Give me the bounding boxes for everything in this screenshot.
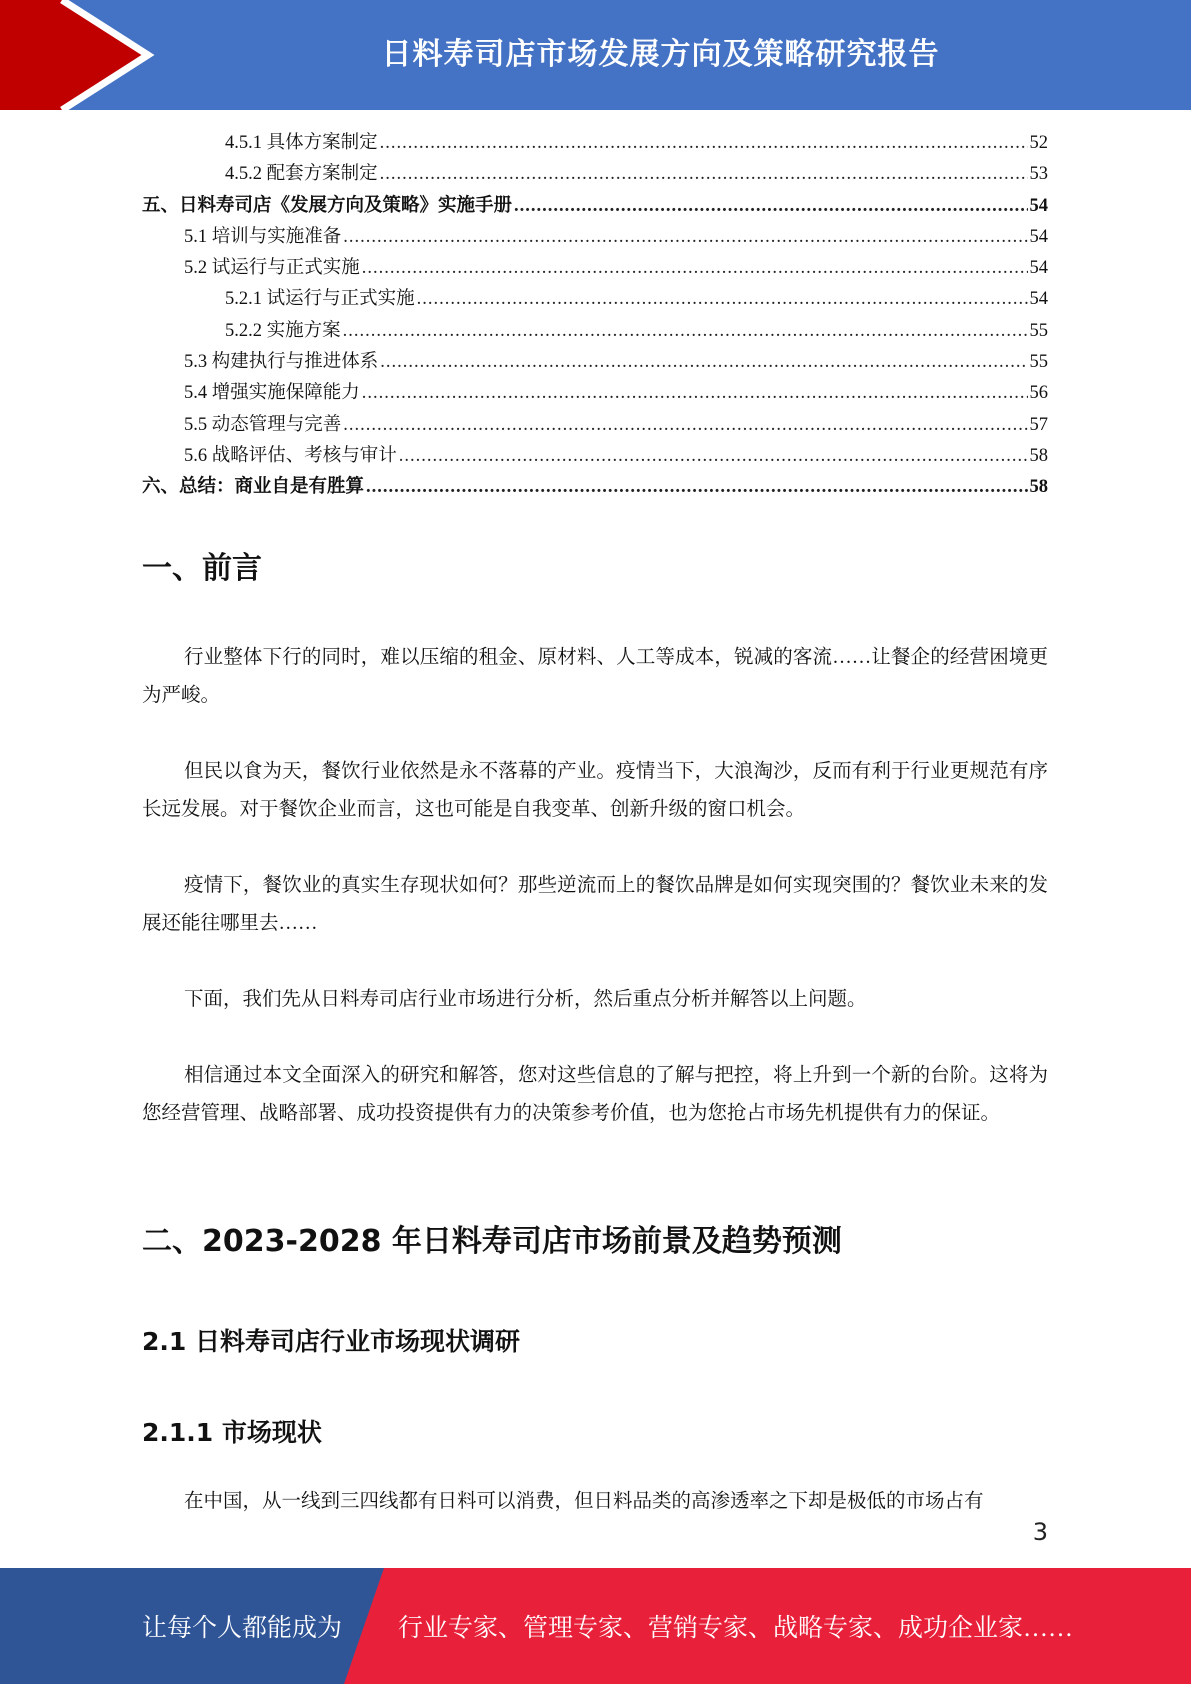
toc-entry[interactable] <box>142 410 1048 441</box>
paragraph: 下面，我们先从日料寿司店行业市场进行分析，然后重点分析并解答以上问题。 <box>184 989 867 1010</box>
toc-entry-page: 54 <box>1029 258 1048 279</box>
toc-entry-page: 58 <box>1029 445 1048 466</box>
toc-leader-dots <box>399 446 1028 467</box>
toc-entry-page: 54 <box>1029 289 1048 310</box>
paragraph: 但民以食为天，餐饮行业依然是永不落幕的产业。疫情当下，大浪淘沙，反而有利于行业更规范有序长远发展。对于餐饮企业而言，这也可能是自我变革、创新升级的窗口机会。 <box>142 761 1048 820</box>
toc-entry-label: 4.5.1 具体方案制定 <box>225 133 378 153</box>
toc-entry-label: 5.3 构建执行与推进体系 <box>184 352 379 373</box>
toc-leader-dots <box>380 164 1028 185</box>
paragraph: 相信通过本文全面深入的研究和解答，您对这些信息的了解与把控，将上升到一个新的台阶。这将为您经营管理、战略部署、成功投资提供有力的决策参考价值，也为您抢占市场先机提供有力的保证。 <box>142 1065 1048 1124</box>
toc-leader-dots <box>380 133 1028 154</box>
toc-leader-dots <box>343 415 1027 436</box>
toc-entry[interactable] <box>142 159 1048 190</box>
section-heading-forecast: 二、2023-2028 年日料寿司店市场前景及趋势预测 <box>142 1224 842 1259</box>
toc-entry-page: 53 <box>1029 164 1048 185</box>
paragraph: 行业整体下行的同时，难以压缩的租金、原材料、人工等成本，锐减的客流……让餐企的经营困境更为严峻。 <box>142 647 1048 706</box>
page-footer <box>0 1568 1191 1684</box>
toc-entry[interactable] <box>142 284 1048 315</box>
toc-entry-page: 52 <box>1029 133 1048 153</box>
toc-entry[interactable] <box>142 222 1048 253</box>
toc-entry[interactable] <box>142 347 1048 378</box>
toc-entry-label: 五、日料寿司店《发展方向及策略》实施手册 <box>142 195 513 216</box>
subsection-heading: 2.1 日料寿司店行业市场现状调研 <box>142 1327 520 1356</box>
table-of-contents <box>142 128 1048 504</box>
toc-leader-dots <box>380 352 1027 373</box>
toc-entry-label: 5.2 试运行与正式实施 <box>184 258 360 279</box>
toc-entry-page: 56 <box>1029 383 1048 404</box>
toc-leader-dots <box>417 289 1028 310</box>
page-header <box>0 0 1191 110</box>
toc-entry-label: 5.4 增强实施保障能力 <box>184 383 360 404</box>
page-number: 3 <box>1032 1518 1048 1546</box>
toc-leader-dots <box>343 227 1027 248</box>
toc-entry-label: 六、总结：商业自是有胜算 <box>142 477 365 498</box>
toc-entry-page: 58 <box>1029 477 1048 498</box>
toc-entry-label: 5.1 培训与实施准备 <box>184 226 342 247</box>
toc-entry-page: 57 <box>1029 414 1048 435</box>
toc-leader-dots <box>514 196 1027 217</box>
toc-entry[interactable] <box>142 253 1048 284</box>
footer-slogan: 让每个人都能成为 <box>142 1615 343 1642</box>
toc-leader-dots <box>343 321 1028 342</box>
footer-roles: 行业专家、管理专家、营销专家、战略专家、成功企业家…… <box>398 1615 1074 1642</box>
toc-entry[interactable] <box>142 316 1048 347</box>
paragraph: 在中国，从一线到三四线都有日料可以消费，但日料品类的高渗透率之下却是极低的市场占有 <box>184 1491 984 1512</box>
subsubsection-heading: 2.1.1 市场现状 <box>142 1418 322 1447</box>
toc-entry[interactable] <box>142 472 1048 503</box>
toc-entry-page: 54 <box>1029 195 1048 216</box>
header-chevron-icon <box>0 0 160 110</box>
toc-entry-page: 55 <box>1029 352 1048 373</box>
header-title: 日料寿司店市场发展方向及策略研究报告 <box>381 37 940 72</box>
paragraph: 疫情下，餐饮业的真实生存现状如何？那些逆流而上的餐饮品牌是如何实现突围的？餐饮业未来的发展还能往哪里去…… <box>142 875 1048 934</box>
toc-entry-label: 5.5 动态管理与完善 <box>184 414 342 435</box>
toc-entry-label: 5.6 战略评估、考核与审计 <box>184 445 397 466</box>
toc-entry-label: 5.2.1 试运行与正式实施 <box>225 289 415 310</box>
toc-entry-label: 4.5.2 配套方案制定 <box>225 164 378 185</box>
section-heading-preface: 一、前言 <box>142 551 262 586</box>
toc-entry-label: 5.2.2 实施方案 <box>225 320 341 341</box>
toc-leader-dots <box>366 477 1027 498</box>
toc-leader-dots <box>362 383 1028 404</box>
toc-entry[interactable] <box>142 441 1048 472</box>
toc-entry-page: 55 <box>1029 320 1048 341</box>
toc-entry[interactable] <box>142 378 1048 409</box>
toc-entry-page: 54 <box>1029 226 1048 247</box>
toc-entry[interactable] <box>142 191 1048 222</box>
toc-entry[interactable] <box>142 128 1048 159</box>
toc-leader-dots <box>362 258 1028 279</box>
